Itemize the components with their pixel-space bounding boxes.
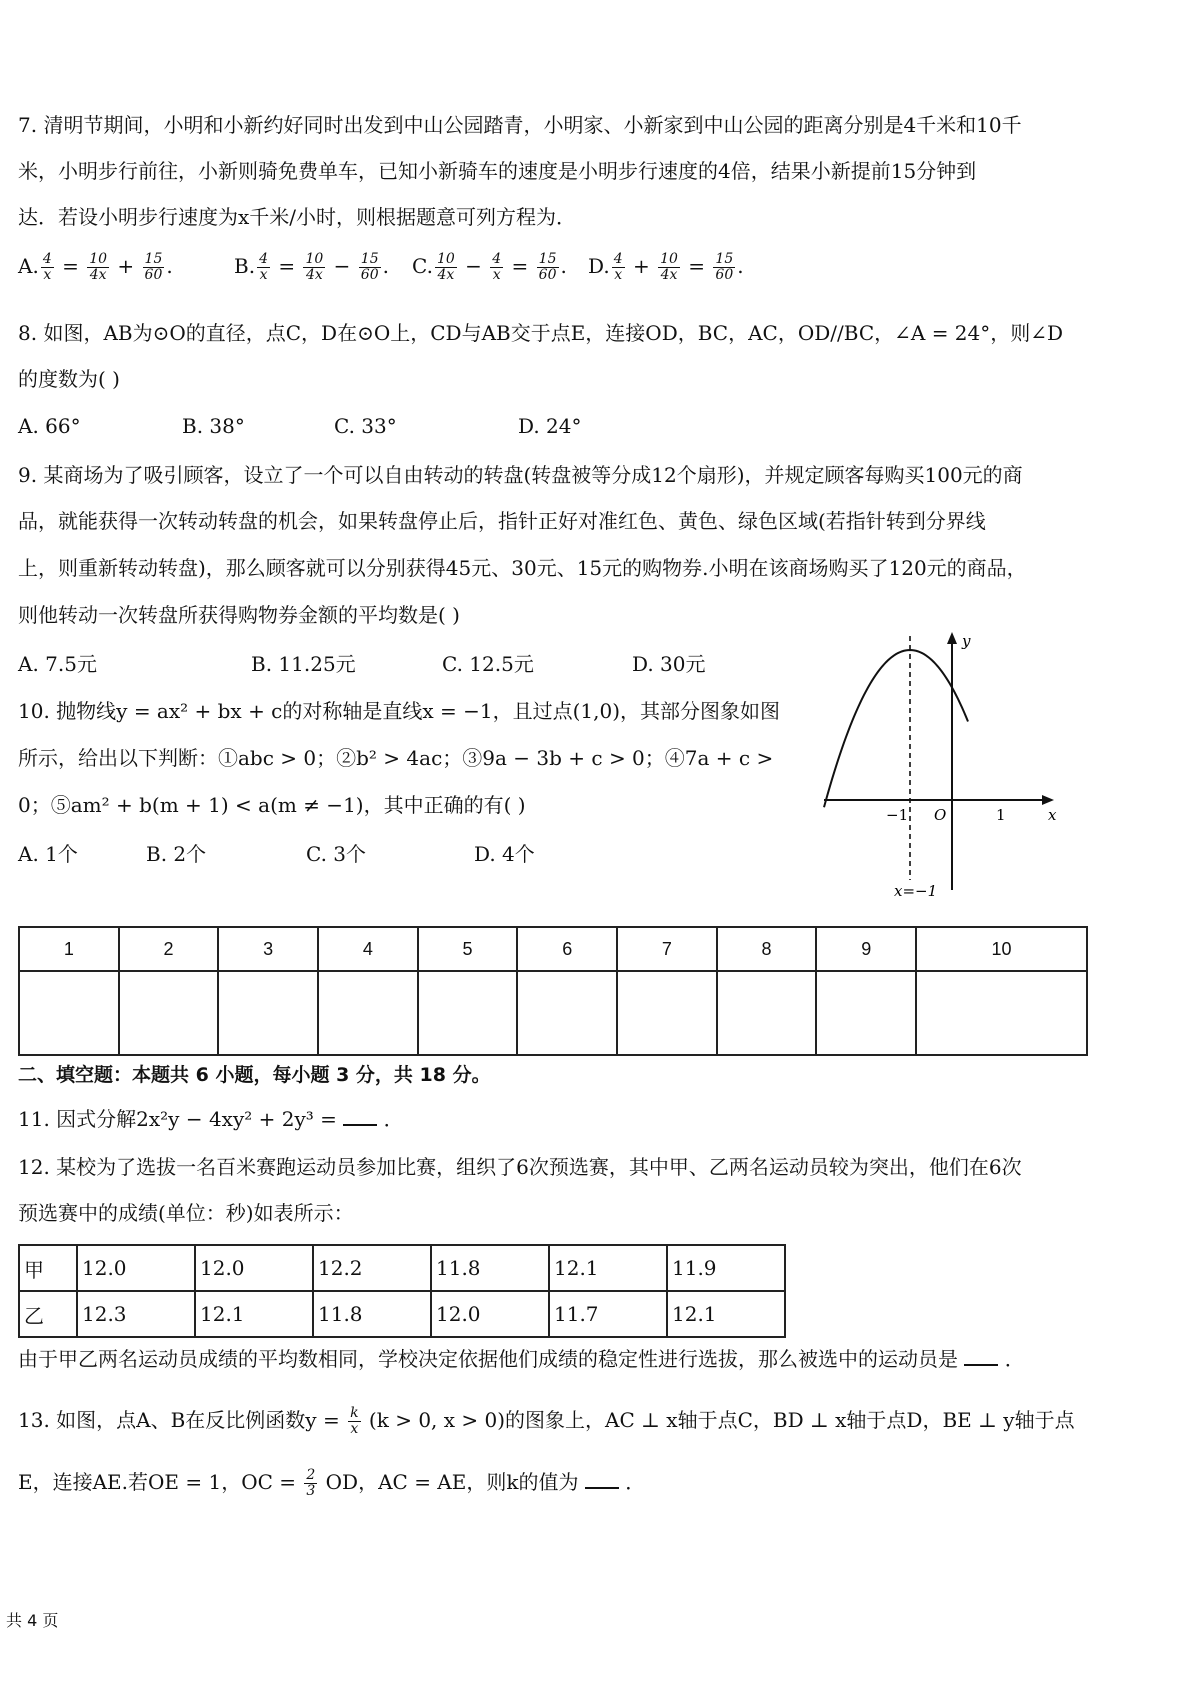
option-period: . — [737, 254, 744, 278]
fraction-numerator: 15 — [360, 251, 379, 267]
option-label: B. — [234, 254, 256, 278]
q10-line-3: 0；⑤am² + b(m + 1) < a(m ≠ −1)，其中正确的有( ) — [18, 793, 526, 817]
parabola-curve — [824, 650, 968, 807]
fraction-denominator: 60 — [360, 267, 379, 283]
answer-cell[interactable] — [916, 971, 1087, 1055]
q11-text: 11. 因式分解2x²y − 4xy² + 2y³ = — [18, 1107, 337, 1131]
q8-option-d: D. 24° — [518, 414, 582, 438]
option-label: A. — [18, 254, 39, 278]
q10-line-2: 所示，给出以下判断：①abc > 0；②b² > 4ac；③9a − 3b + c > 0；④7a + c > — [18, 746, 774, 770]
q9-line-1: 9. 某商场为了吸引顾客，设立了一个可以自由转动的转盘(转盘被等分成12个扇形)，并规定顾客每购买100元的商 — [18, 463, 1023, 487]
y-axis-label: y — [962, 632, 971, 650]
q10-options — [18, 840, 798, 870]
option-fraction — [713, 252, 735, 283]
q9-option-a: A. 7.5元 — [18, 652, 97, 676]
q8-option-c: C. 33° — [334, 414, 397, 438]
q12-after-line — [18, 1346, 1025, 1372]
fraction-numerator: 2 — [306, 1467, 316, 1483]
option-period: . — [382, 254, 389, 278]
q13-line-2 — [18, 1462, 645, 1502]
tick-neg-one-label: −1 — [886, 806, 909, 824]
score-cell: 12.1 — [195, 1291, 313, 1337]
fraction-numerator: 10 — [305, 251, 324, 267]
score-cell: 12.1 — [549, 1245, 667, 1291]
option-fraction — [537, 252, 559, 283]
fraction-numerator: 15 — [715, 251, 734, 267]
fraction-numerator: k — [350, 1405, 359, 1421]
option-operator: + — [111, 254, 141, 278]
q10-option-d: D. 4个 — [474, 842, 535, 866]
score-row-jia — [19, 1245, 785, 1291]
q10-option-c: C. 3个 — [306, 842, 367, 866]
tick-one-label: 1 — [996, 806, 1006, 824]
score-cell: 12.0 — [77, 1245, 195, 1291]
option-period: . — [166, 254, 173, 278]
answer-table-header: 9 — [816, 927, 916, 971]
option-period: . — [560, 254, 567, 278]
answer-table-header: 8 — [717, 927, 817, 971]
fraction-denominator: x — [350, 1421, 359, 1437]
fraction-denominator: 4x — [437, 267, 455, 283]
origin-label: O — [934, 806, 947, 824]
athlete-name: 乙 — [19, 1291, 77, 1337]
score-cell: 11.7 — [549, 1291, 667, 1337]
answer-table-answer-row — [19, 971, 1087, 1055]
option-operator: + — [626, 254, 657, 278]
score-cell: 12.1 — [667, 1291, 785, 1337]
score-cell: 12.0 — [195, 1245, 313, 1291]
option-fraction — [87, 252, 109, 283]
answer-table-header: 5 — [418, 927, 518, 971]
answer-cell[interactable] — [717, 971, 817, 1055]
symmetry-axis-label: x=−1 — [894, 882, 938, 898]
fraction-denominator: x — [43, 267, 52, 283]
answer-cell[interactable] — [19, 971, 119, 1055]
fraction-denominator: 4x — [660, 267, 678, 283]
answer-cell[interactable] — [318, 971, 418, 1055]
fraction-numerator: 10 — [89, 251, 108, 267]
q12-line-2: 预选赛中的成绩(单位：秒)如表所示： — [18, 1201, 354, 1225]
score-cell: 11.8 — [313, 1291, 431, 1337]
fraction-denominator: 60 — [538, 267, 557, 283]
q10-line-1: 10. 抛物线y = ax² + bx + c的对称轴是直线x = −1，且过点(1,0)，其部分图象如图 — [18, 699, 781, 723]
answer-blank[interactable] — [585, 1469, 619, 1489]
q11-line — [18, 1106, 404, 1132]
q7-options — [18, 252, 918, 292]
q8-options — [18, 412, 918, 442]
score-cell: 12.3 — [77, 1291, 195, 1337]
q7-option-c — [412, 252, 567, 283]
answer-table-header: 10 — [916, 927, 1087, 971]
fraction-numerator: 10 — [436, 251, 455, 267]
q7-option-b — [234, 252, 389, 283]
q9-line-4: 则他转动一次转盘所获得购物券金额的平均数是( ) — [18, 603, 460, 627]
q7-option-a — [18, 252, 173, 283]
fraction-denominator: 60 — [715, 267, 734, 283]
score-cell: 12.2 — [313, 1245, 431, 1291]
q10-option-a: A. 1个 — [18, 842, 78, 866]
option-operator: = — [55, 254, 86, 278]
q12-line-1: 12. 某校为了选拔一名百米赛跑运动员参加比赛，组织了6次预选赛，其中甲、乙两名运动员较为突出，他们在6次 — [18, 1155, 1022, 1179]
q8-line-2: 的度数为( ) — [18, 367, 120, 391]
score-row-yi — [19, 1291, 785, 1337]
k-over-x-fraction — [348, 1406, 360, 1437]
answer-table-header: 6 — [517, 927, 617, 971]
answer-cell[interactable] — [418, 971, 518, 1055]
answer-blank[interactable] — [964, 1346, 998, 1366]
fraction-denominator: 3 — [306, 1483, 316, 1499]
fraction-denominator: x — [614, 267, 623, 283]
q9-options — [18, 650, 798, 680]
fraction-numerator: 15 — [144, 251, 163, 267]
fraction-numerator: 4 — [42, 251, 52, 267]
option-fraction — [303, 252, 325, 283]
option-label: C. — [412, 254, 433, 278]
answer-cell[interactable] — [617, 971, 717, 1055]
y-axis-arrow — [947, 632, 957, 644]
q7-line-3: 达．若设小明步行速度为x千米/小时，则根据题意可列方程为． — [18, 205, 577, 229]
option-fraction — [257, 252, 270, 283]
q9-line-3: 上，则重新转动转盘)，那么顾客就可以分别获得45元、30元、15元的购物券.小明在该商场购买了120元的商品， — [18, 556, 1027, 580]
fraction-numerator: 4 — [613, 251, 623, 267]
q12-after-end: ． — [1004, 1347, 1025, 1371]
q13-line2-pre: E，连接AE.若OE = 1，OC = — [18, 1470, 297, 1494]
answer-table — [18, 926, 1088, 1056]
option-fraction — [143, 252, 165, 283]
answer-cell[interactable] — [816, 971, 916, 1055]
answer-cell[interactable] — [119, 971, 219, 1055]
answer-blank[interactable] — [343, 1106, 377, 1126]
q13-line1-post: (k > 0, x > 0)的图象上，AC ⊥ x轴于点C，BD ⊥ x轴于点D，BE ⊥ y轴于点 — [368, 1408, 1075, 1432]
fraction-denominator: x — [259, 267, 268, 283]
option-operator: − — [327, 254, 357, 278]
fraction-numerator: 10 — [660, 251, 678, 267]
q13-line-1 — [18, 1400, 1075, 1440]
athlete-name: 甲 — [19, 1245, 77, 1291]
answer-table-header: 2 — [119, 927, 219, 971]
q9-option-b: B. 11.25元 — [251, 652, 356, 676]
q9-line-2: 品，就能获得一次转动转盘的机会，如果转盘停止后，指针正好对准红色、黄色、绿色区域(若指针转到分界线 — [18, 509, 986, 533]
fraction-denominator: 4x — [305, 267, 323, 283]
q8-option-b: B. 38° — [182, 414, 245, 438]
option-operator: = — [681, 254, 712, 278]
option-fraction — [359, 252, 381, 283]
q7-line-2: 米，小明步行前往，小新则骑免费单车，已知小新骑车的速度是小明步行速度的4倍，结果小新提前15分钟到 — [18, 159, 977, 183]
two-thirds-fraction — [304, 1468, 317, 1499]
option-label: D. — [588, 254, 610, 278]
fraction-denominator: 4x — [89, 267, 107, 283]
q8-option-a: A. 66° — [18, 414, 81, 438]
q13-line2-post: OD，AC = AE，则k的值为 — [325, 1470, 579, 1494]
x-axis-arrow — [1042, 795, 1054, 805]
fraction-denominator: 60 — [144, 267, 163, 283]
option-operator: = — [271, 254, 302, 278]
q9-option-d: D. 30元 — [632, 652, 706, 676]
q7-line-1: 7. 清明节期间，小明和小新约好同时出发到中山公园踏青，小明家、小新家到中山公园的距离分别是4千米和10千 — [18, 113, 1022, 137]
answer-cell[interactable] — [517, 971, 617, 1055]
fraction-numerator: 15 — [538, 251, 557, 267]
section-heading: 二、填空题：本题共 6 小题，每小题 3 分，共 18 分。 — [18, 1064, 491, 1086]
fraction-numerator: 4 — [259, 251, 268, 267]
answer-table-header: 4 — [318, 927, 418, 971]
score-cell: 11.9 — [667, 1245, 785, 1291]
answer-table-header: 7 — [617, 927, 717, 971]
q13-line1-pre: 13. 如图，点A、B在反比例函数y = — [18, 1408, 340, 1432]
q9-option-c: C. 12.5元 — [442, 652, 534, 676]
option-fraction — [612, 252, 625, 283]
answer-cell[interactable] — [218, 971, 318, 1055]
q7-option-d — [588, 252, 744, 283]
fraction-denominator: x — [492, 267, 501, 283]
score-cell: 11.8 — [431, 1245, 549, 1291]
answer-table-header-row — [19, 927, 1087, 971]
option-operator: − — [458, 254, 489, 278]
answer-table-header: 1 — [19, 927, 119, 971]
option-fraction — [658, 252, 680, 283]
fraction-numerator: 4 — [492, 251, 502, 267]
score-cell: 12.0 — [431, 1291, 549, 1337]
page-footer: 共 4 页 — [6, 1611, 59, 1630]
option-fraction — [435, 252, 457, 283]
parabola-graph — [822, 628, 1062, 898]
q12-after-text: 由于甲乙两名运动员成绩的平均数相同，学校决定依据他们成绩的稳定性进行选拔，那么被选中的运动员是 — [18, 1347, 958, 1371]
q11-end: ． — [383, 1107, 404, 1131]
option-operator: = — [505, 254, 535, 278]
option-fraction — [490, 252, 503, 283]
score-table — [18, 1244, 786, 1338]
q13-line2-end: ． — [625, 1470, 646, 1494]
x-axis-label: x — [1048, 806, 1057, 824]
answer-table-header: 3 — [218, 927, 318, 971]
option-fraction — [41, 252, 54, 283]
q8-line-1: 8. 如图，AB为⊙O的直径，点C，D在⊙O上，CD与AB交于点E，连接OD，BC，AC，OD//BC，∠A = 24°，则∠D — [18, 321, 1064, 345]
q10-option-b: B. 2个 — [146, 842, 207, 866]
